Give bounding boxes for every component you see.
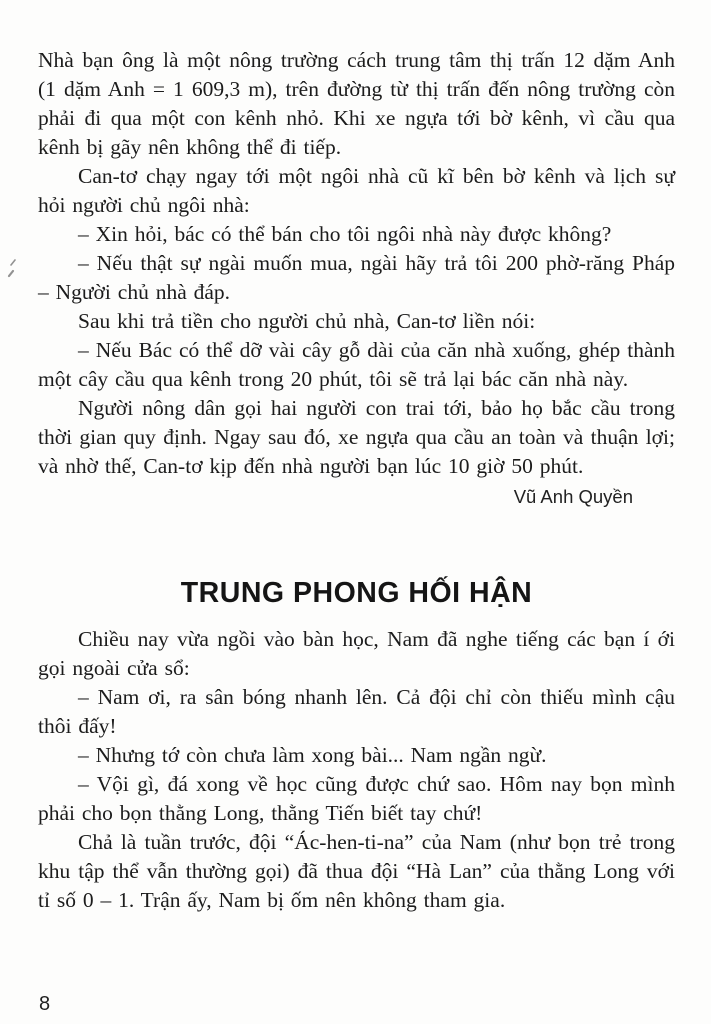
- scan-smudge-mark: [5, 258, 19, 280]
- dialogue-line: – Nam ơi, ra sân bóng nhanh lên. Cả đội chỉ còn thiếu mình cậu thôi đấy!: [38, 685, 675, 738]
- dialogue-line: – Vội gì, đá xong về học cũng được chứ sao. Hôm nay bọn mình phải cho bọn thằng Long, thằng Tiến biết tay chứ!: [38, 772, 675, 825]
- page-number: 8: [39, 993, 51, 1015]
- dialogue-line: – Nếu Bác có thể dỡ vài cây gỗ dài của căn nhà xuống, ghép thành một cây cầu qua kênh trong 20 phút, tôi sẽ trả lại bác căn nhà này.: [38, 338, 675, 391]
- story-title: TRUNG PHONG HỐI HẬN: [180, 577, 533, 609]
- paragraph: Chả là tuần trước, đội “Ác-hen-ti-na” của Nam (như bọn trẻ trong khu tập thể vẫn thường gọi) đã thua đội “Hà Lan” của thằng Long với tỉ số 0 – 1. Trận ấy, Nam bị ốm nên không tham gia.: [38, 830, 675, 912]
- paragraph: Can-tơ chạy ngay tới một ngôi nhà cũ kĩ bên bờ kênh và lịch sự hỏi người chủ ngôi nhà:: [38, 164, 675, 217]
- paragraph: Chiều nay vừa ngồi vào bàn học, Nam đã nghe tiếng các bạn í ới gọi ngoài cửa sổ:: [38, 627, 675, 680]
- paragraph-continuation: Nhà bạn ông là một nông trường cách trung tâm thị trấn 12 dặm Anh (1 dặm Anh = 1 609,3 m), trên đường từ thị trấn đến nông trường còn phải đi qua một con kênh nhỏ. Khi xe ngựa tới bờ kênh, vì cầu qua kênh bị gãy nên không thể đi tiếp.: [38, 48, 675, 159]
- dialogue-line: – Nhưng tớ còn chưa làm xong bài... Nam ngần ngừ.: [78, 743, 547, 767]
- paragraph: Người nông dân gọi hai người con trai tới, bảo họ bắc cầu trong thời gian quy định. Ngay sau đó, xe ngựa qua cầu an toàn và thuận lợi; và nhờ thế, Can-tơ kịp đến nhà người bạn lúc 10 giờ 50 phút.: [38, 396, 675, 478]
- author-attribution: Vũ Anh Quyền: [513, 486, 633, 507]
- dialogue-line: – Nếu thật sự ngài muốn mua, ngài hãy trả tôi 200 phờ-răng Pháp – Người chủ nhà đáp.: [38, 251, 675, 304]
- paragraph: Sau khi trả tiền cho người chủ nhà, Can-tơ liền nói:: [78, 309, 536, 333]
- dialogue-line: – Xin hỏi, bác có thể bán cho tôi ngôi nhà này được không?: [78, 222, 612, 246]
